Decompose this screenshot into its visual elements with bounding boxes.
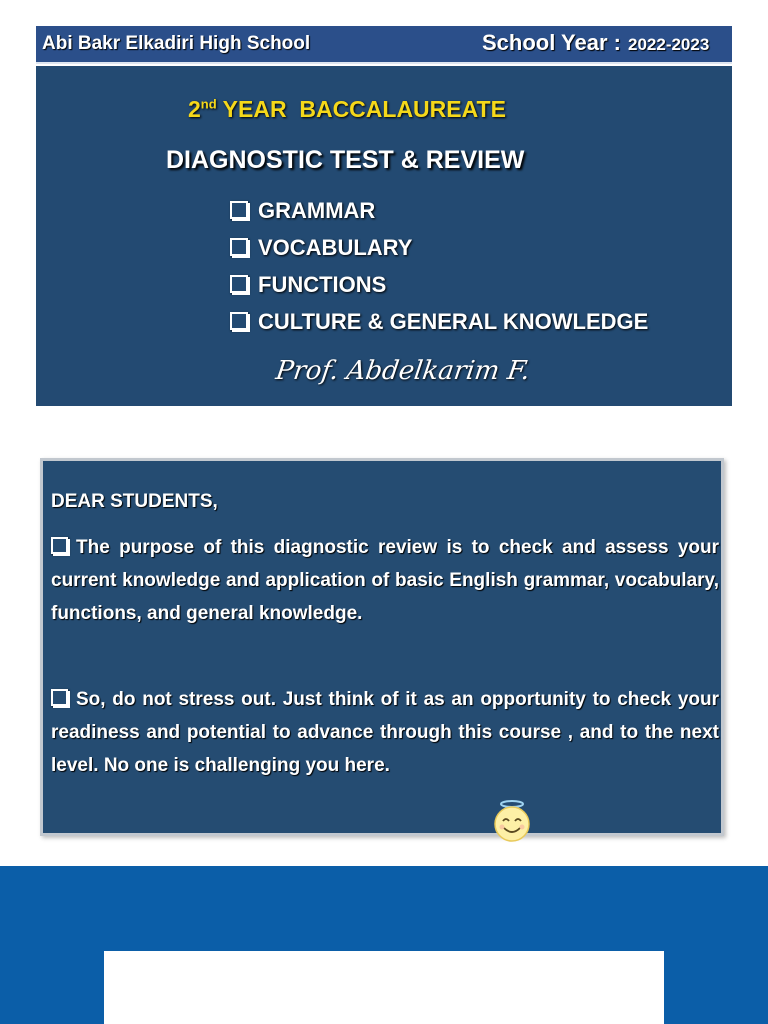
message-box — [40, 458, 724, 836]
footer-band — [0, 866, 768, 1024]
checkbox-icon — [230, 312, 248, 330]
author-signature: Prof. Abdelkarim F. — [273, 356, 532, 386]
checkbox-icon — [230, 238, 248, 256]
checkbox-icon — [51, 689, 68, 706]
school-year-value: 2022-2023 — [628, 35, 710, 54]
school-year-label: School Year : — [482, 30, 621, 55]
topic-item — [230, 192, 648, 229]
topic-list — [230, 192, 648, 340]
topic-item — [230, 303, 648, 340]
title-banner — [36, 66, 732, 406]
topic-label: GRAMMAR — [258, 197, 376, 223]
level-title — [188, 96, 506, 123]
topic-item — [230, 266, 648, 303]
school-name: Abi Bakr Elkadiri High School — [42, 33, 311, 54]
paragraph-purpose — [51, 531, 719, 630]
checkbox-icon — [51, 537, 68, 554]
level-suffix: nd — [200, 96, 217, 112]
smiling-face-with-halo-icon — [490, 799, 534, 843]
topic-label: CULTURE & GENERAL KNOWLEDGE — [258, 308, 649, 334]
test-title: DIAGNOSTIC TEST & REVIEW — [166, 146, 525, 174]
paragraph-text: So, do not stress out. Just think of it as an opportunity to check your readiness and potential to advance through this course , and to the next level. No one is challenging you here. — [51, 689, 719, 776]
paragraph-reassurance — [51, 683, 719, 782]
greeting: DEAR STUDENTS, — [51, 491, 218, 512]
level-text: YEAR BACCALAUREATE — [222, 96, 506, 122]
level-ordinal: 2 — [188, 96, 201, 122]
topic-label: VOCABULARY — [258, 234, 413, 260]
topic-item — [230, 229, 648, 266]
topic-label: FUNCTIONS — [258, 271, 387, 297]
footer-card — [104, 951, 664, 1024]
checkbox-icon — [230, 201, 248, 219]
checkbox-icon — [230, 275, 248, 293]
header-bar — [36, 26, 732, 64]
paragraph-text: The purpose of this diagnostic review is to check and assess your current knowledge and application of basic English grammar, vocabulary, functions, and general knowledge. — [51, 537, 719, 624]
